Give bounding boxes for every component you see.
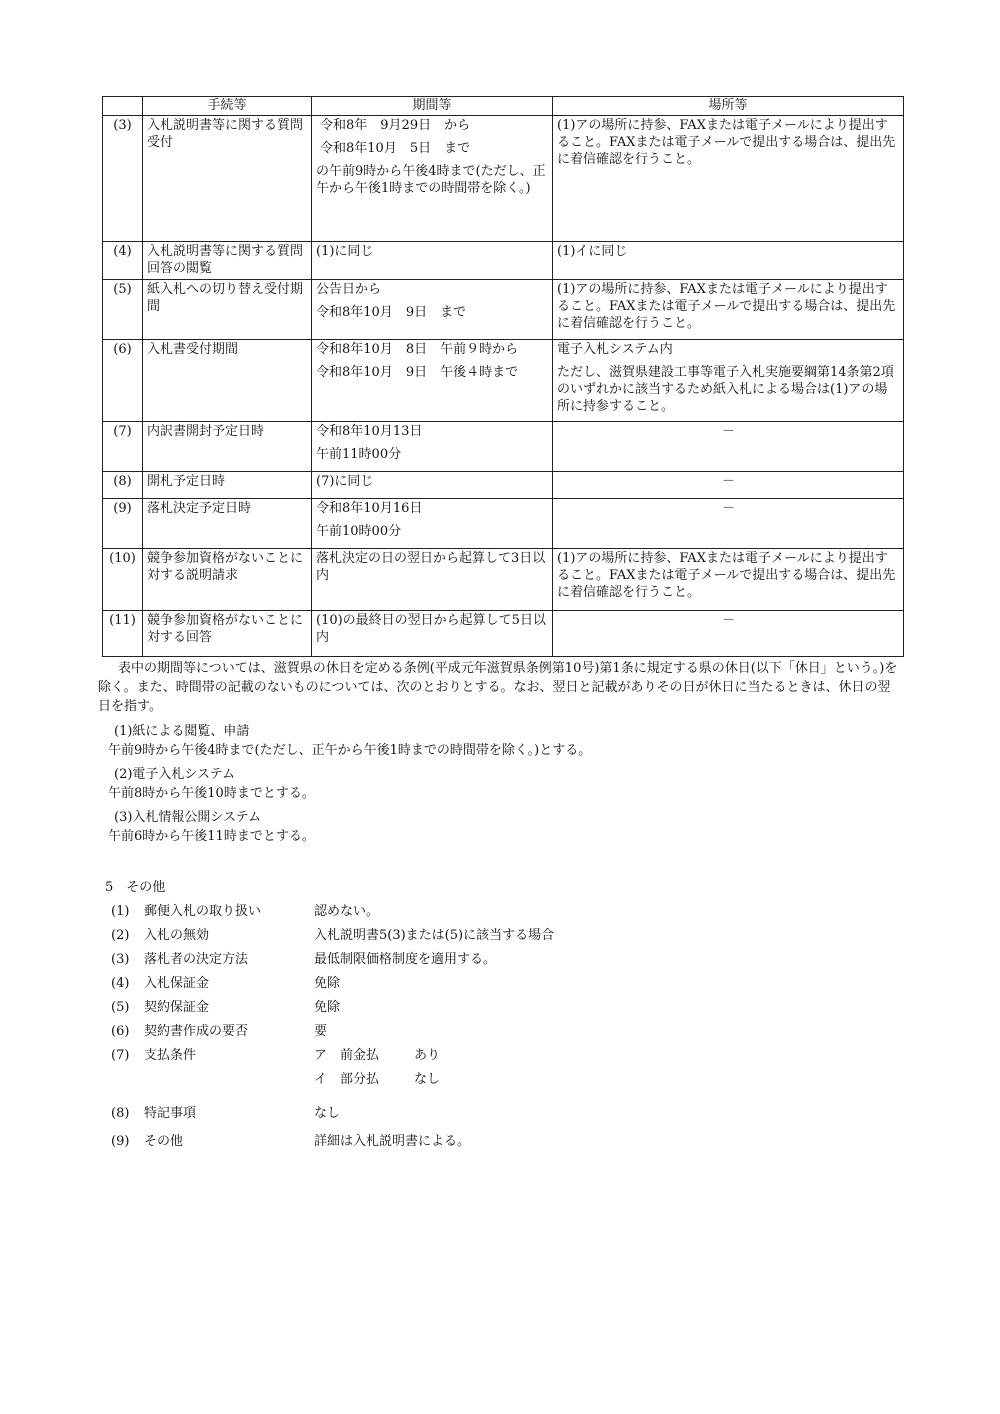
table-row [103,472,904,499]
note-item-title: (3)入札情報公開システム [114,810,262,825]
row-number: (7) [103,422,143,472]
row-procedure: 入札書受付期間 [143,340,312,422]
period-line: 午前11時00分 [316,447,402,462]
list-item [105,1104,900,1132]
row-place [553,549,904,611]
period-line: 令和8年10月 9日 まで [316,305,467,320]
row-number: (11) [103,611,143,657]
row-number: (4) [103,242,143,280]
item-number: (5) [111,1000,130,1015]
row-period [312,242,553,280]
table-row [103,340,904,422]
place-line: － [721,613,735,628]
place-line: － [721,424,735,439]
place-line: － [721,501,735,516]
row-place [553,116,904,242]
table-row [103,611,904,657]
header-place: 場所等 [553,97,904,116]
row-period [312,280,553,340]
list-item [105,926,900,950]
item-value: 認めない。 [314,904,380,919]
row-procedure: 競争参加資格がないことに対する回答 [143,611,312,657]
item-label: 契約書作成の要否 [144,1024,249,1039]
period-line: 公告日から [316,282,382,297]
row-place [553,472,904,499]
item-label: 落札者の決定方法 [144,952,249,967]
table-row [103,116,904,242]
table-row [103,499,904,549]
item-label: 支払条件 [144,1048,197,1063]
item-label: 入札保証金 [144,976,210,991]
row-place [553,340,904,422]
item-label: 契約保証金 [144,1000,210,1015]
row-place [553,611,904,657]
payment-line [314,1046,440,1070]
period-line: 令和8年10月 8日 午前９時から [316,342,519,357]
row-period [312,422,553,472]
period-line: (1)に同じ [316,244,374,259]
row-procedure: 紙入札への切り替え受付期間 [143,280,312,340]
list-item-payment [105,1046,900,1104]
row-period [312,116,553,242]
place-line: － [721,474,735,489]
item-number: (8) [111,1106,130,1121]
row-period [312,340,553,422]
item-label: その他 [144,1134,184,1149]
item-value: 入札説明書5(3)または(5)に該当する場合 [314,928,555,943]
note-item-body: 午前8時から午後10時までとする。 [108,786,315,801]
item-number: (6) [111,1024,130,1039]
row-place [553,242,904,280]
note-item-title: (1)紙による閲覧、申請 [114,724,250,739]
table-row [103,422,904,472]
schedule-table [102,96,904,657]
section-title: 5 その他 [105,880,166,895]
list-item [105,902,900,926]
row-period [312,549,553,611]
item-value: 要 [314,1024,328,1039]
place-line: (1)アの場所に持参、FAXまたは電子メールにより提出すること。FAXまたは電子メールで提出する場合は、提出先に着信確認を行うこと。 [557,118,896,167]
item-label: 入札の無効 [144,928,210,943]
header-no [103,97,143,116]
item-number: (9) [111,1134,130,1149]
payment-key: イ 部分払 [314,1072,380,1087]
row-number: (3) [103,116,143,242]
notes-section [98,659,903,846]
period-line: 午前10時00分 [316,524,402,539]
row-number: (8) [103,472,143,499]
row-number: (5) [103,280,143,340]
period-line: (7)に同じ [316,474,374,489]
row-place [553,422,904,472]
table-row [103,242,904,280]
list-item [105,1132,900,1156]
item-value: 最低制限価格制度を適用する。 [314,952,497,967]
payment-value: あり [414,1048,441,1063]
period-line: 令和8年10月13日 [316,424,423,439]
row-number: (10) [103,549,143,611]
note-item-body: 午前9時から午後4時まで(ただし、正午から午後1時までの時間帯を除く。)とする。 [108,743,592,758]
period-line: 令和8年10月 9日 午後４時まで [316,365,519,380]
place-line: (1)アの場所に持参、FAXまたは電子メールにより提出すること。FAXまたは電子メールで提出する場合は、提出先に着信確認を行うこと。 [557,551,896,600]
item-number: (2) [111,928,130,943]
item-number: (4) [111,976,130,991]
row-number: (6) [103,340,143,422]
item-value: 免除 [314,1000,341,1015]
row-place [553,280,904,340]
row-procedure: 競争参加資格がないことに対する説明請求 [143,549,312,611]
place-line: (1)イに同じ [557,244,628,259]
table-row [103,280,904,340]
place-line: ただし、滋賀県建設工事等電子入札実施要綱第14条第2項のいずれかに該当するため紙入札による場合は(1)アの場所に持参すること。 [557,365,894,414]
item-number: (3) [111,952,130,967]
row-period [312,499,553,549]
item-label: 特記事項 [144,1106,197,1121]
period-line: 令和8年 9月29日 から [320,118,471,133]
row-procedure: 入札説明書等に関する質問受付 [143,116,312,242]
place-line: (1)アの場所に持参、FAXまたは電子メールにより提出すること。FAXまたは電子メールで提出する場合は、提出先に着信確認を行うこと。 [557,282,896,331]
period-line: (10)の最終日の翌日から起算して5日以内 [316,613,546,645]
list-item [105,1022,900,1046]
table-header-row [103,97,904,116]
list-item [105,950,900,974]
period-line: 令和8年10月16日 [316,501,423,516]
row-procedure: 内訳書開封予定日時 [143,422,312,472]
note-item-title: (2)電子入札システム [114,767,236,782]
payment-line [314,1070,440,1089]
row-procedure: 落札決定予定日時 [143,499,312,549]
row-period [312,472,553,499]
other-section [105,878,900,1156]
header-procedure: 手続等 [143,97,312,116]
place-line: 電子入札システム内 [557,342,673,357]
row-procedure: 入札説明書等に関する質問回答の閲覧 [143,242,312,280]
row-number: (9) [103,499,143,549]
table-row [103,549,904,611]
payment-key: ア 前金払 [314,1048,380,1063]
payment-value: なし [414,1072,441,1087]
item-value: 詳細は入札説明書による。 [314,1134,471,1149]
list-item [105,974,900,998]
period-line: の午前9時から午後4時まで(ただし、正午から午後1時までの時間帯を除く。) [316,164,546,196]
item-value: 免除 [314,976,341,991]
period-line: 落札決定の日の翌日から起算して3日以内 [316,551,546,583]
note-item-body: 午前6時から午後11時までとする。 [108,829,315,844]
item-number: (7) [111,1048,130,1063]
notes-paragraph: 表中の期間等については、滋賀県の休日を定める条例(平成元年滋賀県条例第10号)第1条に規定する県の休日(以下「休日」という。)を除く。また、時間帯の記載のないものについては、次のとおりとする。なお、翌日と記載がありその日が休日に当たるときは、休日の翌日を指す。 [98,661,898,714]
payment-terms [314,1046,440,1089]
list-item [105,998,900,1022]
row-period [312,611,553,657]
row-procedure: 開札予定日時 [143,472,312,499]
row-place [553,499,904,549]
item-number: (1) [111,904,130,919]
item-value: なし [314,1106,341,1121]
item-label: 郵便入札の取り扱い [144,904,262,919]
header-period: 期間等 [312,97,553,116]
period-line: 令和8年10月 5日 まで [320,141,471,156]
